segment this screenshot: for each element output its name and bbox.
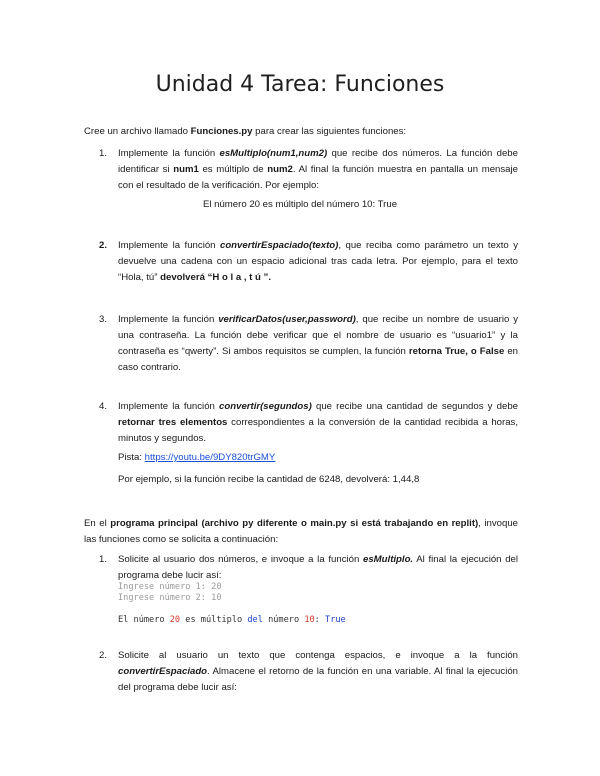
item-convertir: Implemente la función convertir(segundos) que recibe una cantidad de segundos y debe retornar tres elementos correspondientes a la conversión de la cantidad recibida a horas, minutos y segundos. [118, 401, 518, 444]
function-name: convertirEspaciado(texto) [219, 240, 339, 251]
page-title: Unidad 4 Tarea: Funciones [155, 72, 445, 97]
function-name: esMultiplo. [363, 554, 414, 565]
step-esmultiplo: Solicite al usuario dos números, e invoque a la función esMultiplo. Al final la ejecución del programa debe lucir así: [118, 554, 519, 581]
function-name: convertir(segundos) [219, 401, 312, 412]
intro-text-end: para crear las siguientes funciones: [252, 126, 407, 137]
example-text: Por ejemplo, si la función recibe la cantidad de 6248, devolverá: 1,44,8 [118, 474, 420, 485]
intro-filename: Funciones.py [190, 126, 253, 137]
item-convertirespaciado: Implemente la función convertirEspaciado(texto), que reciba como parámetro un texto y devuelve una cadena con un espacio adicional tras cada letra. Por ejemplo, para el texto “Hola, tú” devolverá “H o l a , t ú ”. [118, 240, 518, 283]
item-number: 1. [99, 148, 108, 159]
item-number: 4. [99, 401, 108, 412]
step-convertirespaciado: Solicite al usuario un texto que contenga espacios, e invoque a la función convertirEspaciado. Almacene el retorno de la función en una variable. Al final la ejecución del programa debe lucir así: [118, 650, 518, 693]
hint-line [118, 450, 518, 466]
intro-text: Cree un archivo llamado [84, 126, 191, 137]
step-number: 1. [99, 554, 108, 565]
function-name: esMultiplo(num1,num2) [219, 148, 328, 159]
item-number: 2. [99, 240, 108, 251]
item-number: 3. [99, 314, 108, 325]
console-output: Ingrese número 1: 20 Ingrese número 2: 10 El número 20 es múltiplo del número 10: True [118, 582, 346, 625]
example-text: El número 20 es múltiplo del número 10: True [202, 199, 398, 210]
item-verificardatos: Implemente la función verificarDatos(user,password), que recibe un nombre de usuario y una contraseña. La función debe verificar que el nombre de usuario es “usuario1” y la contraseña es “qwerty”. Si ambos requisitos se cumplen, la función retorna True, o False en caso contrario. [118, 314, 518, 373]
function-name: verificarDatos(user,password) [218, 314, 356, 325]
function-name: convertirEspaciado [118, 666, 208, 677]
intro-paragraph [84, 124, 518, 140]
hint-link[interactable]: https://youtu.be/9DY820trGMY [144, 452, 276, 463]
step-number: 2. [99, 650, 108, 661]
hint-label: Pista: [118, 452, 145, 463]
item-esmultiplo: Implemente la función esMultiplo(num1,num2) que recibe dos números. La función debe identificar si num1 es múltiplo de num2. Al final la función muestra en pantalla un mensaje con el resultado de la verificación. Por ejemplo: [118, 148, 518, 191]
main-program-paragraph: En el programa principal (archivo py diferente o main.py si está trabajando en replit), invoque las funciones como se solicita a continuación: [84, 518, 518, 545]
